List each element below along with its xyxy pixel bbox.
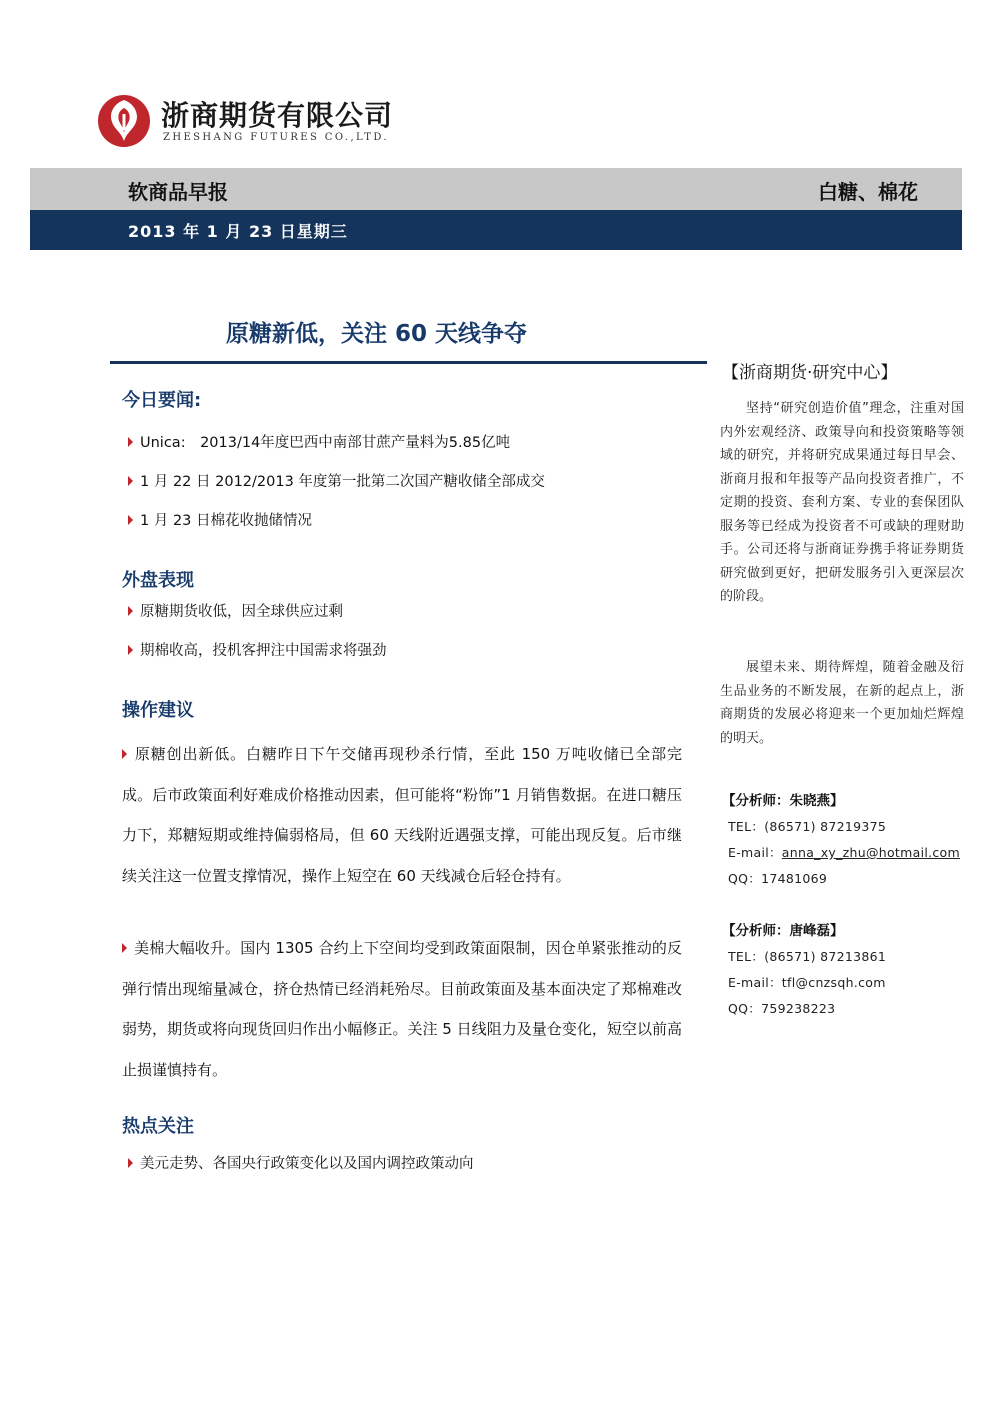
analyst-email-row: E-mail：tfl@cnzsqh.com [728, 975, 886, 990]
commodities-label: 白糖、棉花 [818, 180, 918, 204]
bullet-arrow-icon [128, 515, 133, 525]
date-bar [30, 210, 962, 250]
sidebar-intro: 坚持“研究创造价值”理念，注重对国内外宏观经济、政策导向和投资策略等领域的研究，并将研究成果通过每日早会、浙商月报和年报等产品向投资者推广，不定期的投资、套利方案、专业的套保团队服务等已经成为投资者不可或缺的理财助手。公司还将与浙商证券携手将证券期货研究做到更好，把研发服务引入更深层次的阶段。 [720, 401, 964, 604]
analyst-tel: TEL：(86571) 87213861 [728, 949, 887, 964]
section-title-advice: 操作建议 [122, 700, 194, 721]
sidebar-title: 【浙商期货·研究中心】 [722, 363, 898, 383]
overseas-item: 原糖期货收低，因全球供应过剩 [128, 600, 343, 621]
company-logo [97, 92, 394, 152]
analyst-email-row: E-mail：anna_xy_zhu@hotmail.com [728, 845, 960, 860]
analyst-email-link[interactable]: anna_xy_zhu@hotmail.com [781, 845, 960, 860]
company-emblem-icon [97, 94, 151, 148]
sidebar-outlook: 展望未来、期待辉煌，随着金融及衍生品业务的不断发展，在新的起点上，浙商期货的发展必将迎来一个更加灿烂辉煌的明天。 [720, 660, 964, 746]
bullet-arrow-icon [128, 1158, 133, 1168]
analyst-qq: QQ：17481069 [728, 871, 828, 886]
bullet-arrow-icon [122, 749, 127, 759]
analyst-tel: TEL：(86571) 87219375 [728, 819, 887, 834]
analyst-email-link[interactable]: tfl@cnzsqh.com [781, 975, 886, 990]
section-title-overseas: 外盘表现 [122, 570, 194, 591]
analyst-label: 【分析师：朱晓燕】 [722, 793, 844, 809]
bullet-arrow-icon [122, 943, 127, 953]
news-item: Unica: 2013/14年度巴西中南部甘蔗产量料为5.85亿吨 [128, 431, 510, 452]
company-name-en: ZHESHANG FUTURES CO.,LTD. [163, 132, 389, 143]
section-title-hotspot: 热点关注 [122, 1116, 194, 1137]
news-item: 1 月 22 日 2012/2013 年度第一批第二次国产糖收储全部成交 [128, 470, 545, 491]
news-item: 1 月 23 日棉花收抛储情况 [128, 509, 312, 530]
report-type: 软商品早报 [128, 180, 228, 204]
advice-paragraph-cotton: 美棉大幅收升。国内 1305 合约上下空间均受到政策面限制，因仓单紧张推动的反弹行情出现缩量减仓，挤仓热情已经消耗殆尽。目前政策面及基本面决定了郑棉难改弱势，期货或将向现货回归作出小幅修正。关注 5 日线阻力及量仓变化，短空以前高止损谨慎持有。 [122, 939, 682, 1079]
bullet-arrow-icon [128, 476, 133, 486]
bullet-arrow-icon [128, 645, 133, 655]
company-name-cn: 浙商期货有限公司 [161, 99, 394, 132]
headline-divider [110, 361, 707, 364]
report-header-bar [30, 168, 962, 210]
overseas-item: 期棉收高，投机客押注中国需求将强劲 [128, 639, 387, 660]
hotspot-item: 美元走势、各国央行政策变化以及国内调控政策动向 [128, 1152, 474, 1173]
report-date: 2013 年 1 月 23 日星期三 [128, 222, 348, 241]
page-title: 原糖新低，关注 60 天线争夺 [226, 321, 528, 347]
analyst-qq: QQ：759238223 [728, 1001, 836, 1016]
advice-paragraph-sugar: 原糖创出新低。白糖昨日下午交储再现秒杀行情，至此 150 万吨收储已全部完成。后市政策面利好难成价格推动因素，但可能将“粉饰”1 月销售数据。在进口糖压力下，郑糖短期或维持偏弱格局，但 60 天线附近遇强支撑，可能出现反复。后市继续关注这一位置支撑情况，操作上短空在 60 天线减仓后轻仓持有。 [122, 745, 682, 885]
analyst-label: 【分析师：唐峰磊】 [722, 923, 844, 939]
section-title-news: 今日要闻: [122, 390, 202, 411]
bullet-arrow-icon [128, 437, 133, 447]
bullet-arrow-icon [128, 606, 133, 616]
